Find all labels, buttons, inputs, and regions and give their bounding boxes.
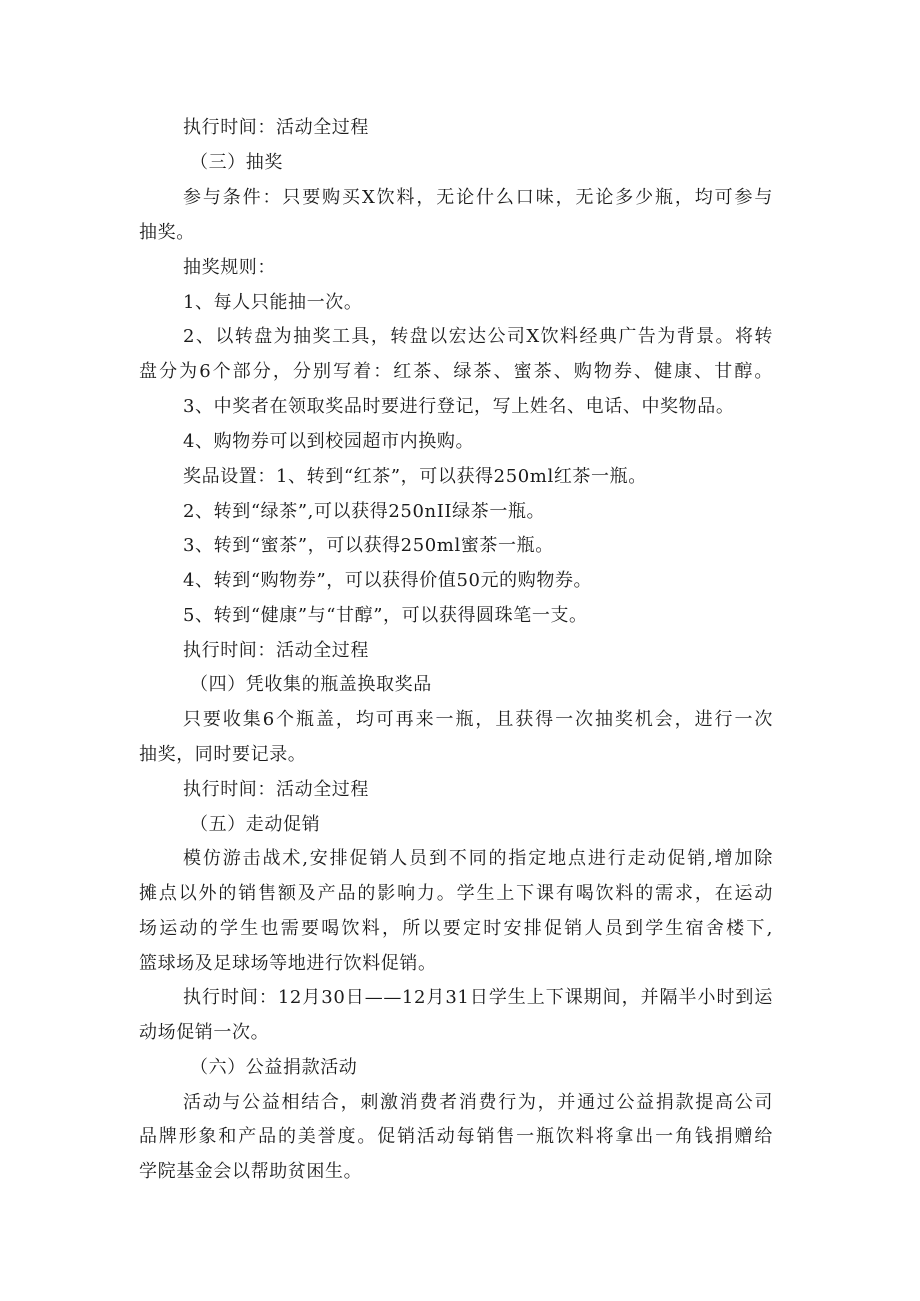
section-heading-mobile-promo: （五）走动促销 <box>190 814 321 835</box>
mobile-promo-para-1: 模仿游击战术,安排促销人员到不同的指定地点进行走动促销,增加除 <box>183 848 773 869</box>
rule-2-cont: 盘分为6个部分，分别写着：红茶、绿茶、蜜茶、购物券、健康、甘醇。 <box>139 361 773 382</box>
bottle-caps-para-cont: 抽奖，同时要记录。 <box>139 744 307 765</box>
section-heading-lottery: （三）抽奖 <box>190 152 283 173</box>
participation-condition-cont: 抽奖。 <box>139 222 195 243</box>
mobile-promo-para-4: 篮球场及足球场等地进行饮料促销。 <box>139 953 437 974</box>
rule-2: 2、以转盘为抽奖工具，转盘以宏达公司X饮料经典广告为背景。将转 <box>183 326 773 347</box>
prize-setting-4: 4、转到“购物券”，可以获得价值50元的购物券。 <box>183 570 593 591</box>
prize-setting-2: 2、转到“绿茶”,可以获得250nII绿茶一瓶。 <box>183 501 546 522</box>
mobile-promo-para-3: 场运动的学生也需要喝饮料，所以要定时安排促销人员到学生宿舍楼下, <box>139 918 773 939</box>
participation-condition: 参与条件：只要购买X饮料，无论什么口味，无论多少瓶，均可参与 <box>183 187 773 208</box>
exec-time-3: 执行时间：活动全过程 <box>183 779 369 800</box>
lottery-rules-label: 抽奖规则： <box>183 257 276 278</box>
bottle-caps-para: 只要收集6个瓶盖，均可再来一瓶，且获得一次抽奖机会，进行一次 <box>183 709 773 730</box>
exec-time-1: 执行时间：活动全过程 <box>183 117 369 138</box>
section-heading-bottle-caps: （四）凭收集的瓶盖换取奖品 <box>190 674 432 695</box>
exec-time-4: 执行时间：12月30日——12月31日学生上下课期间，并隔半小时到运 <box>183 987 773 1008</box>
exec-time-4-cont: 动场促销一次。 <box>139 1022 270 1043</box>
prize-setting-1: 奖品设置：1、转到“红茶”，可以获得250ml红茶一瓶。 <box>183 466 647 487</box>
rule-4: 4、购物券可以到校园超市内换购。 <box>183 431 475 452</box>
prize-setting-3: 3、转到“蜜茶”，可以获得250ml蜜茶一瓶。 <box>183 535 554 556</box>
charity-para-1: 活动与公益相结合，刺激消费者消费行为，并通过公益捐款提高公司 <box>183 1092 773 1113</box>
section-heading-charity: （六）公益捐款活动 <box>190 1057 358 1078</box>
charity-para-3: 学院基金会以帮助贫困生。 <box>139 1161 363 1182</box>
charity-para-2: 品牌形象和产品的美誉度。促销活动每销售一瓶饮料将拿出一角钱捐赠给 <box>139 1126 773 1147</box>
rule-1: 1、每人只能抽一次。 <box>183 292 363 313</box>
rule-3: 3、中奖者在领取奖品时要进行登记，写上姓名、电话、中奖物品。 <box>183 396 735 417</box>
mobile-promo-para-2: 摊点以外的销售额及产品的影响力。学生上下课有喝饮料的需求，在运动 <box>139 883 773 904</box>
exec-time-2: 执行时间：活动全过程 <box>183 640 369 661</box>
prize-setting-5: 5、转到“健康”与“甘醇”，可以获得圆珠笔一支。 <box>183 605 588 626</box>
